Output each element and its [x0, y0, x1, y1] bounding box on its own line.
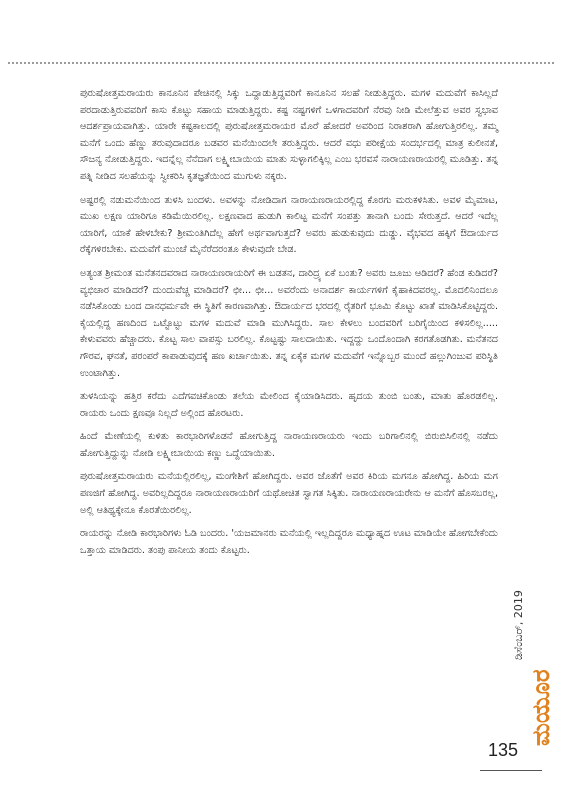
paragraph-3: ಅತ್ಯಂತ ಶ್ರೀಮಂತ ಮನೆತನದವರಾದ ನಾರಾಯಣರಾಯರಿಗೆ ಈ ಬಡತನ, ದಾರಿದ್ರ್ಯ ಏಕೆ ಬಂತು? ಅವರು ಜೂಜು ಆಡಿದರೆ? ಹೆಂಡ ಕುಡಿದರೆ? ವ್ಯಭಿಚಾರ ಮಾಡಿದರೆ? ದುಂದುವೆಚ್ಚ ಮಾಡಿದರೆ? ಛೀ... ಛೀ... ಅವರೆಂದು ಅನಾದರ್ಶ ಕಾರ್ಯಗಳಿಗೆ ಕೈಹಾಕಿದವರಲ್ಲ. ಮೊದಲಿನಿಂದಲೂ ನಡೆಸಿಕೊಂಡು ಬಂದ ದಾನಧರ್ಮವೇ ಈ ಸ್ಥಿತಿಗೆ ಕಾರಣವಾಗಿತ್ತು. ಔದಾರ್ಯದ ಭರದಲ್ಲಿ ರೈತರಿಗೆ ಭೂಮಿ ಕೊಟ್ಟು ಖಾತೆ ಮಾಡಿಸಿಕೊಟ್ಟಿದ್ದರು. ಕೈಯಲ್ಲಿದ್ದ ಹಣದಿಂದ ಒಟ್ಟೊಟ್ಟು ಮಗಳ ಮದುವೆ ಮಾಡಿ ಮುಗಿಸಿದ್ದರು. ಸಾಲ ಕೇಳಲು ಬಂದವರಿಗೆ ಬರಿಗೈಯಿಂದ ಕಳಿಸಲಿಲ್ಲ..... ಕೇಳುವವರು ಹೆಚ್ಚಾದರು. ಕೊಟ್ಟ ಸಾಲ ವಾಪಸ್ಸು ಬರಲಿಲ್ಲ. ಕೊಟ್ಟಷ್ಟು ಸಾಲದಾಯಿತು. ಇದ್ದದ್ದು ಒಂದೊಂದಾಗಿ ಕರಗತೊಡಗಿತು. ಮನೆತನದ ಗೌರವ, ಘನತೆ, ಪರಂಪರೆ ಕಾಪಾಡುವುದಕ್ಕೆ ಹಣ ಖರ್ಚಾಯಿತು. ತನ್ನ ಏಕೈಕ ಮಗಳ ಮದುವೆಗೆ ಇನ್ನೊಬ್ಬರ ಮುಂದೆ ಹಲ್ಲುಗಿಂಜುವ ಪರಿಸ್ಥಿತಿ ಉಂಟಾಗಿತ್ತು. — [80, 267, 498, 379]
page-number: 135 — [488, 740, 519, 760]
paragraph-1: ಪುರುಷೋತ್ತಮರಾಯರು ಕಾನೂನಿನ ಪೇಚಿನಲ್ಲಿ ಸಿಕ್ಕು ಒದ್ದಾಡುತ್ತಿದ್ದವರಿಗೆ ಕಾನೂನಿನ ಸಲಹೆ ನೀಡುತ್ತಿದ್ದರು. ಮಗಳ ಮದುವೆಗೆ ಕಾಸಿಲ್ಲದೆ ಪರದಾಡುತ್ತಿರುವವರಿಗೆ ಕಾಸು ಕೊಟ್ಟು ಸಹಾಯ ಮಾಡುತ್ತಿದ್ದರು. ಕಷ್ಟ ನಷ್ಟಗಳಿಗೆ ಒಳಗಾದವರಿಗೆ ನೆರವು ನೀಡಿ ಮೇಲೆತ್ತುವ ಅವರ ಸ್ವಭಾವ ಆದರ್ಶಪ್ರಾಯವಾಗಿತ್ತು. ಯಾರೇ ಕಷ್ಟಕಾಲದಲ್ಲಿ ಪುರುಷೋತ್ತಮರಾಯರ ಮೊರೆ ಹೋದರೆ ಅವರಿಂದ ನಿರಾಶರಾಗಿ ಹೋಗುತ್ತಿರಲಿಲ್ಲ. ತಮ್ಮ ಮನೆಗೆ ಒಂದು ಹೆಣ್ಣು ತರುವುದಾದರೂ ಬಡವರ ಮನೆಯಿಂದಲೇ ತರುತ್ತಿದ್ದರು. ಆದರೆ ವಧು ಪರೀಕ್ಷೆಯ ಸಂದರ್ಭದಲ್ಲಿ ಮಾತ್ರ ಕುಲೀನತೆ, ಸೌಜನ್ಯ ನೋಡುತ್ತಿದ್ದರು. ಇದನ್ನೆಲ್ಲ ನೆನೆದಾಗ ಲಕ್ಷ್ಮೀಬಾಯಿಯ ಮಾತು ಸುಳ್ಳಾಗಲಿಕ್ಕಿಲ್ಲ ಎಂಬ ಭರವಸೆ ನಾರಾಯಣರಾಯರಲ್ಲಿ ಮೂಡಿತ್ತು. ತನ್ನ ಪತ್ನಿ ನೀಡಿದ ಸಲಹೆಯನ್ನು ಸ್ವೀಕರಿಸಿ ಕೃತಜ್ಞತೆಯಿಂದ ಮುಗುಳು ನಕ್ಕರು. — [80, 88, 498, 182]
paragraph-4: ತುಳಸಿಯನ್ನು ಹತ್ತಿರ ಕರೆದು ಎದೆಗವಚಿಕೊಂಡು ತಲೆಯ ಮೇಲಿಂದ ಕೈಯಾಡಿಸಿದರು. ಹೃದಯ ತುಂಬಿ ಬಂತು, ಮಾತು ಹೊರಡಲಿಲ್ಲ. ರಾಯರು ಒಂದು ಕ್ಷಣವೂ ನಿಲ್ಲದೆ ಅಲ್ಲಿಂದ ಹೊರಟರು. — [80, 391, 498, 419]
paragraph-6: ಪುರುಷೋತ್ತಮರಾಯರು ಮನೆಯಲ್ಲಿರಲಿಲ್ಲ, ಮಂಗೇಶಿಗೆ ಹೋಗಿದ್ದರು. ಅವರ ಜೊತೆಗೆ ಅವರ ಕಿರಿಯ ಮಗನೂ ಹೋಗಿದ್ದ. ಹಿರಿಯ ಮಗ ಪಣಜಿಗೆ ಹೋಗಿದ್ದ. ಅವರಿಲ್ಲದಿದ್ದರೂ ನಾರಾಯಣರಾಯರಿಗೆ ಯಥೋಚಿತ ಸ್ವಾಗತ ಸಿಕ್ಕಿತು. ನಾರಾಯಣರಾಯರೇನು ಆ ಮನೆಗೆ ಹೊಸಬರಲ್ಲ, ಅಲ್ಲಿ ಆತಿಥ್ಯಕ್ಕೇನೂ ಕೊರತೆಯಿರಲಿಲ್ಲ. — [80, 471, 498, 516]
paragraph-2: ಅಷ್ಟರಲ್ಲಿ ನಡುಮನೆಯಿಂದ ತುಳಸಿ ಬಂದಳು. ಅವಳನ್ನು ನೋಡಿದಾಗ ನಾರಾಯಣರಾಯರಲ್ಲಿದ್ದ ಕೊರಗು ಮರುಕಳಿಸಿತು. ಅವಳ ಮೈಮಾಟ, ಮುಖ ಲಕ್ಷಣ ಯಾರಿಗೂ ಕಡಿಮೆಯಿರಲಿಲ್ಲ. ಲಕ್ಷಣವಾದ ಹುಡುಗಿ ಕಾಲಿಟ್ಟ ಮನೆಗೆ ಸಂಪತ್ತು ತಾನಾಗಿ ಬಂದು ಸೇರುತ್ತದೆ. ಆದರೆ ಇದೆಲ್ಲ ಯಾರಿಗೆ, ಯಾಕೆ ಹೇಳಬೇಕು? ಶ್ರೀಮಂತಿಗಿದೆಲ್ಲ ಹೇಗೆ ಅರ್ಥವಾಗುತ್ತದೆ? ಅವರು ಹುಡುಕುವುದು ದುಡ್ಡು. ವೈಭವದ ಹಕ್ಕಿಗೆ ಔದಾರ್ಯದ ರೆಕ್ಕೆಗಳಿರಬೇಕು. ಮದುವೆಗೆ ಮುಂಚೆ ಮೈನೆರೆದರಂತೂ ಕೇಳುವುದೇ ಬೇಡ. — [80, 194, 498, 256]
paragraph-7: ರಾಯರನ್ನು ನೋಡಿ ಕಾರಭಾರಿಗಳು ಓಡಿ ಬಂದರು. 'ಯಜಮಾನರು ಮನೆಯಲ್ಲಿ ಇಲ್ಲದಿದ್ದರೂ ಮಧ್ಯಾಹ್ನದ ಊಟ ಮಾಡಿಯೇ ಹೋಗಬೇಕೆಂದು ಒತ್ತಾಯ ಮಾಡಿದರು. ತಂಪು ಪಾನೀಯ ತಂದು ಕೊಟ್ಟರು. — [80, 528, 498, 556]
issue-date: ಡಿಸೆಂಬರ್, 2019 — [512, 590, 525, 660]
paragraph-5: ಹಿಂದೆ ಮೇಣೆಯಲ್ಲಿ ಕುಳಿತು ಕಾರಭಾರಿಗಳೊಡನೆ ಹೋಗುತ್ತಿದ್ದ ನಾರಾಯಣರಾಯರು ಇಂದು ಬರಿಗಾಲಿನಲ್ಲಿ ಬಿರುಬಿಸಿಲಿನಲ್ಲಿ ನಡೆದು ಹೋಗುತ್ತಿದ್ದುನ್ನು ನೋಡಿ ಲಕ್ಷ್ಮೀಬಾಯಿಯ ಕಣ್ಣು ಒದ್ದೆಯಾಯಿತು. — [80, 431, 498, 459]
article-body — [80, 86, 498, 566]
magazine-logo: ಮಯೂರ — [527, 669, 555, 746]
footer-rule — [480, 770, 542, 771]
dotted-separator — [8, 62, 554, 66]
